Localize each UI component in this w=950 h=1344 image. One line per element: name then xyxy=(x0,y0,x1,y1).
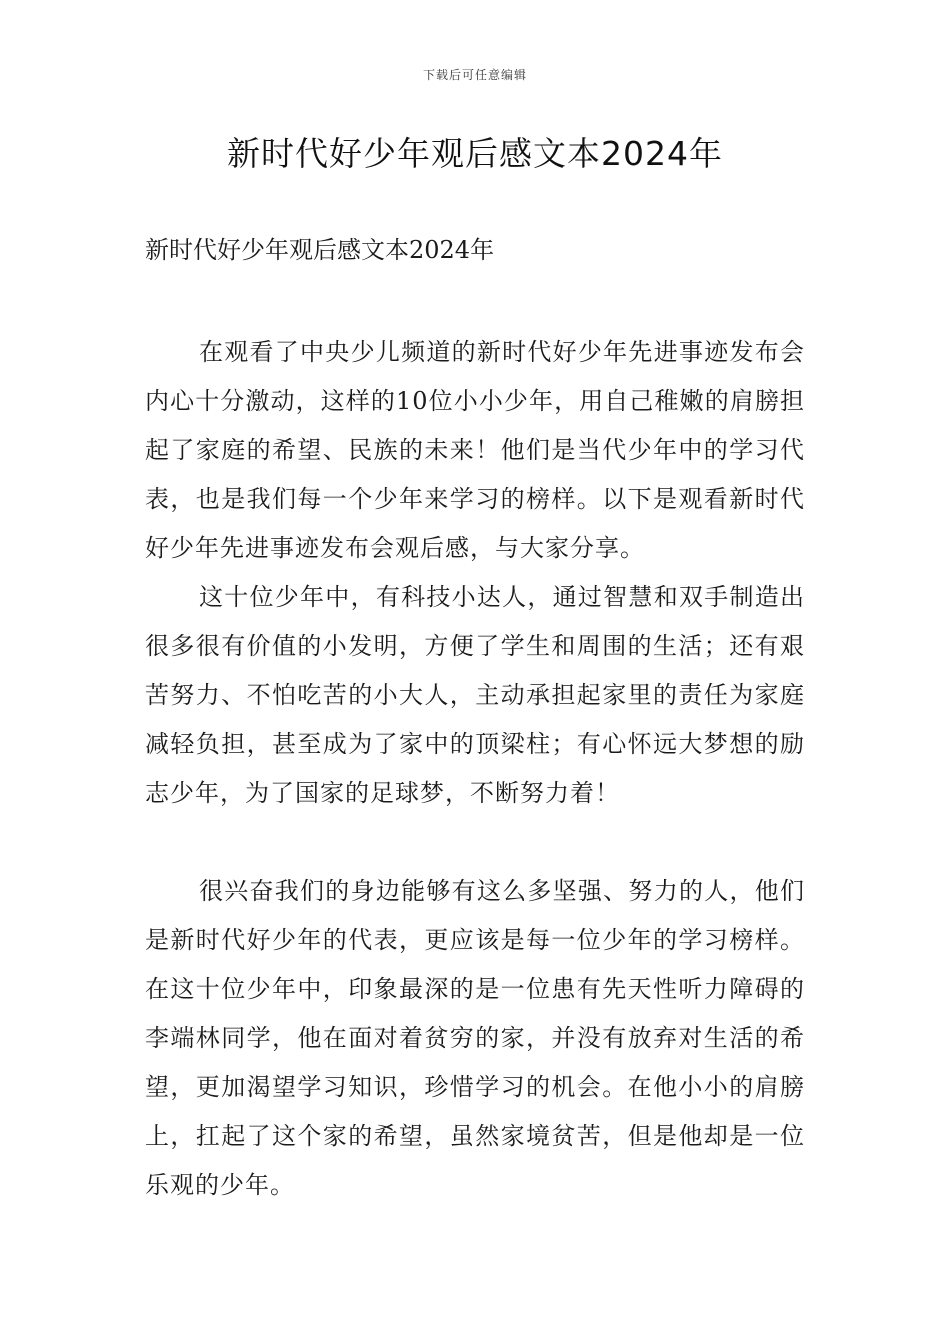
paragraph-2: 这十位少年中，有科技小达人，通过智慧和双手制造出很多很有价值的小发明，方便了学生和周围的生活；还有艰苦努力、不怕吃苦的小大人，主动承担起家里的责任为家庭减轻负担，甚至成为了家中的顶梁柱；有心怀远大梦想的励志少年，为了国家的足球梦，不断努力着！ xyxy=(145,583,805,807)
header-note: 下载后可任意编辑 xyxy=(422,68,527,82)
paragraph-3: 很兴奋我们的身边能够有这么多坚强、努力的人，他们是新时代好少年的代表，更应该是每一位少年的学习榜样。在这十位少年中，印象最深的是一位患有先天性听力障碍的李端林同学，他在面对着贫穷的家，并没有放弃对生活的希望，更加渴望学习知识，珍惜学习的机会。在他小小的肩膀上，扛起了这个家的希望，虽然家境贫苦，但是他却是一位乐观的少年。 xyxy=(145,877,805,1199)
paragraph-1: 在观看了中央少儿频道的新时代好少年先进事迹发布会内心十分激动，这样的10位小小少年，用自己稚嫩的肩膀担起了家庭的希望、民族的未来！他们是当代少年中的学习代表，也是我们每一个少年来学习的榜样。以下是观看新时代好少年先进事迹发布会观后感，与大家分享。 xyxy=(145,338,805,562)
document-title: 新时代好少年观后感文本2024年 xyxy=(227,134,723,173)
document-body xyxy=(145,328,805,1210)
document-subtitle: 新时代好少年观后感文本2024年 xyxy=(145,236,495,264)
paragraph-spacer xyxy=(145,818,805,867)
